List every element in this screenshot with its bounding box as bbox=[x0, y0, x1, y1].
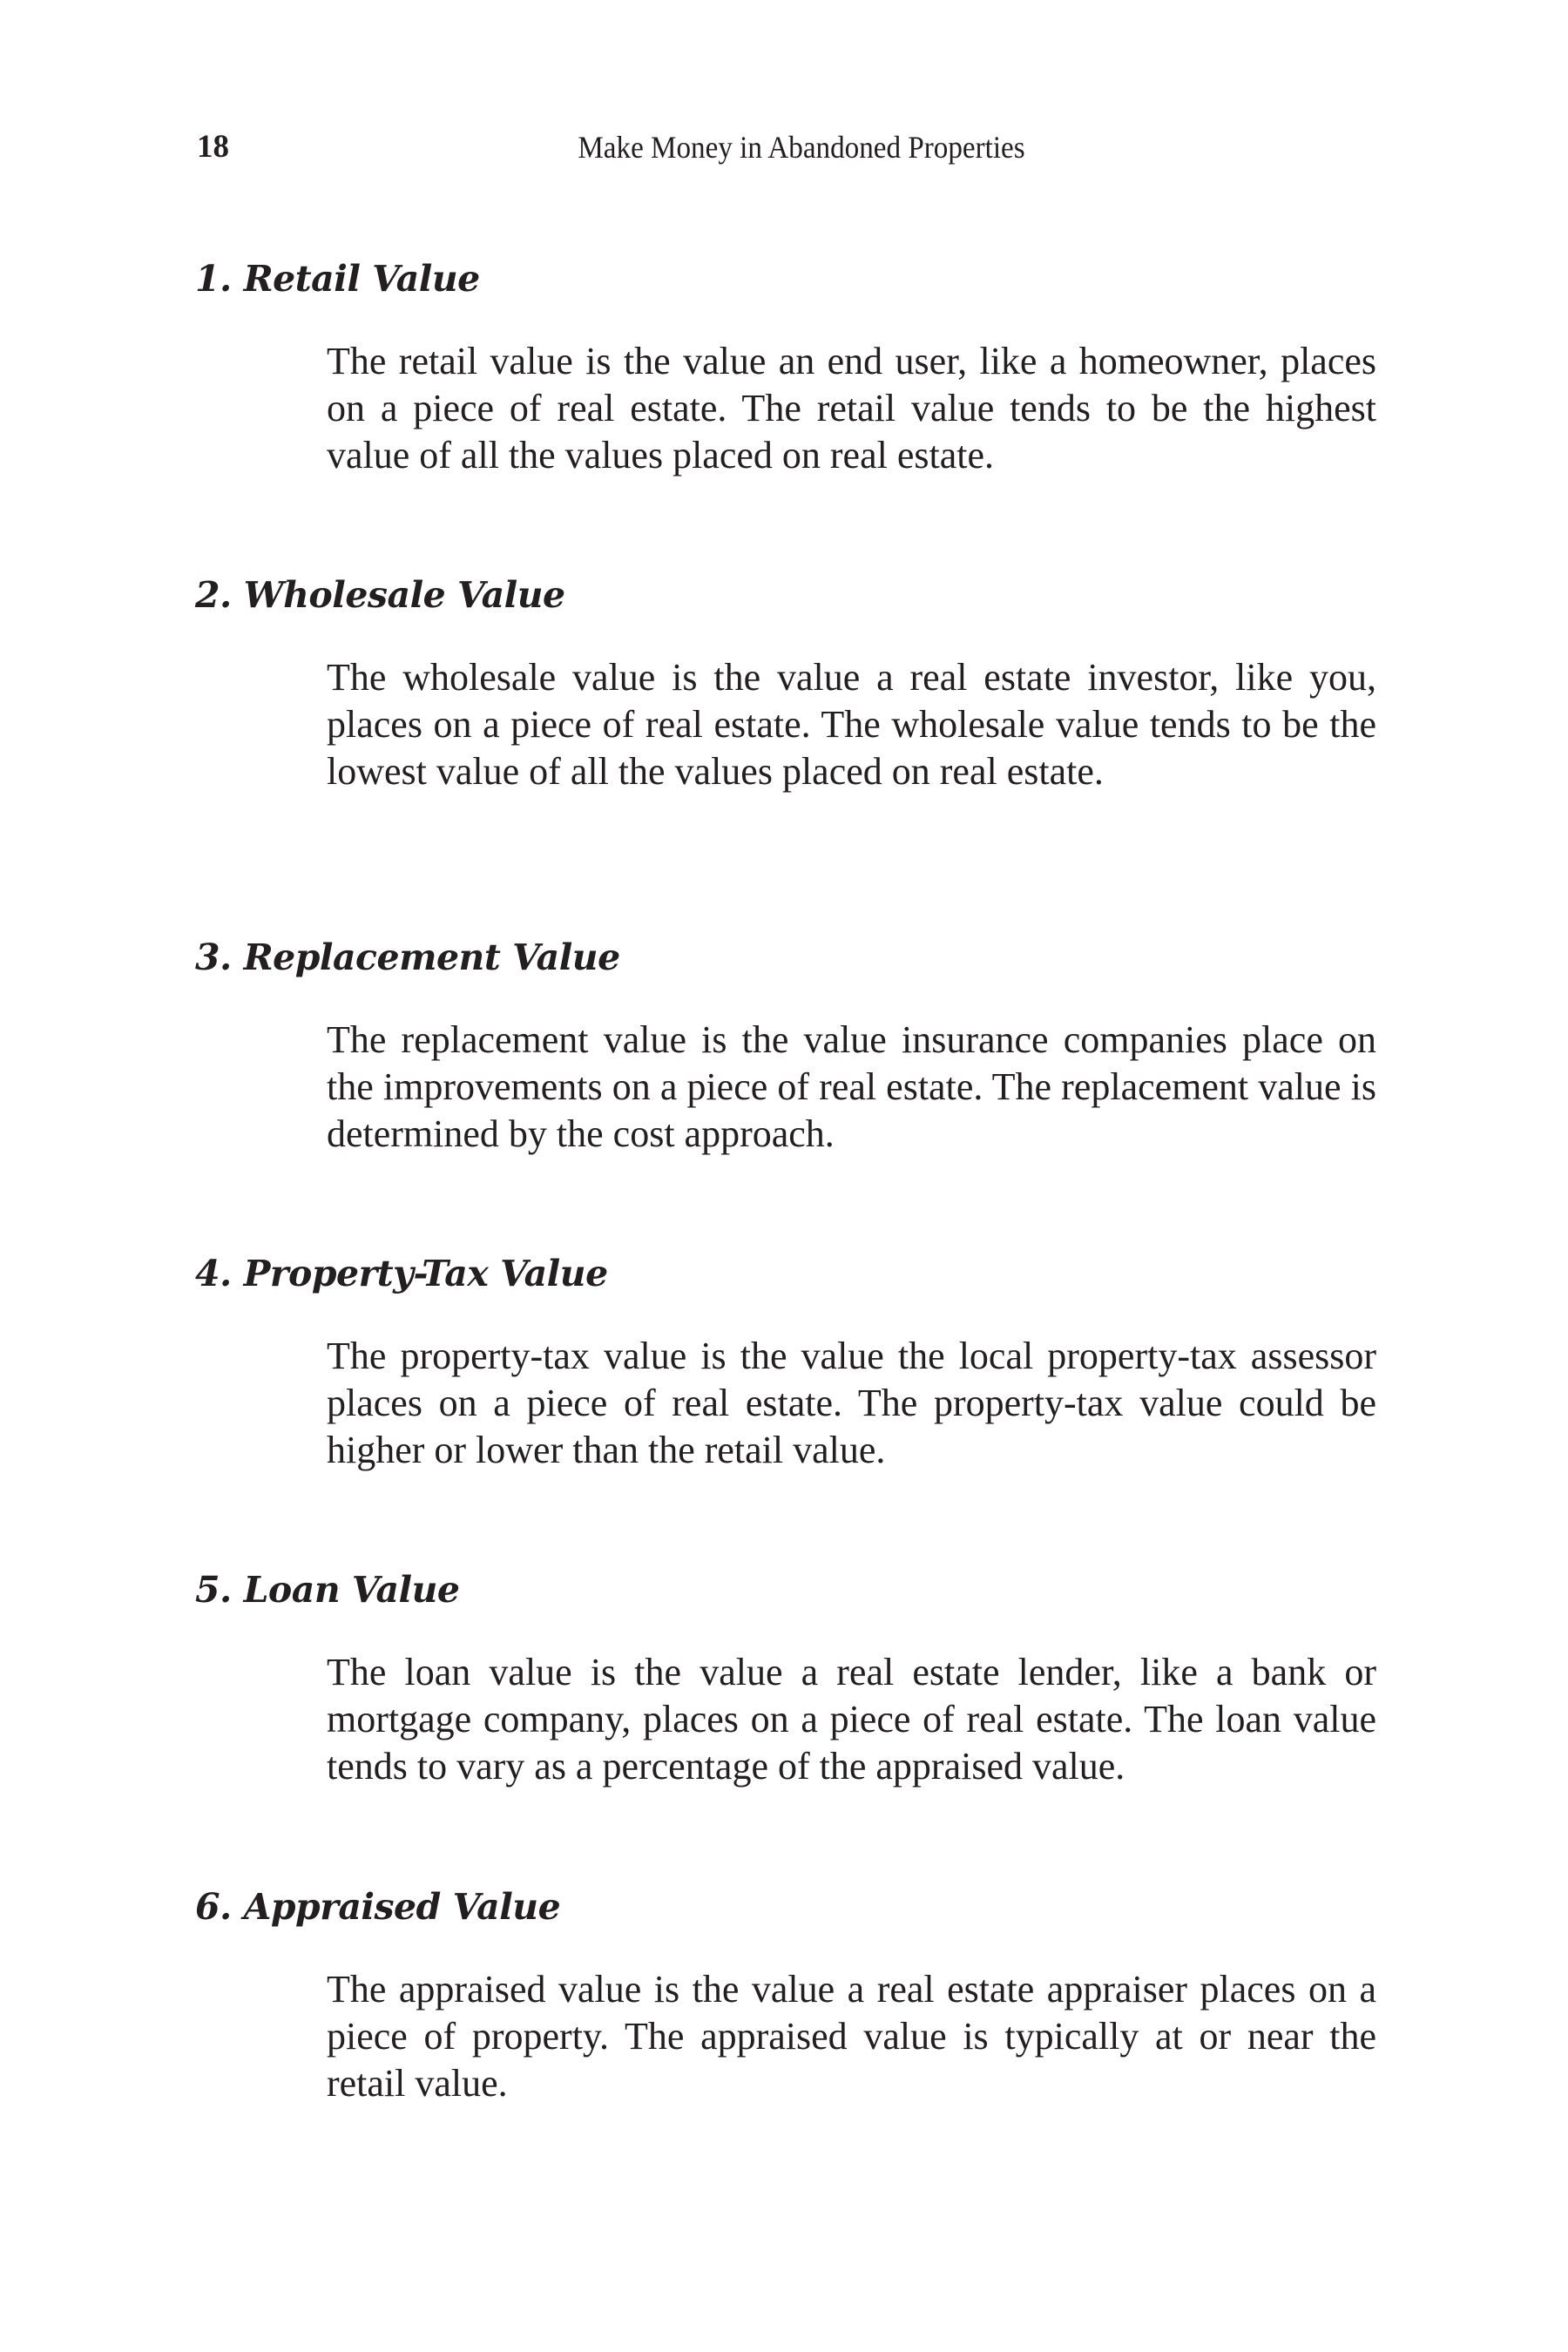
section-body: The property-tax value is the value the local property-tax assessor places on a piece of real estate. The property-tax value could be higher or lower than the retail value. bbox=[327, 1335, 1376, 1471]
book-title: Make Money in Abandoned Properties bbox=[578, 130, 1025, 165]
section-body: The wholesale value is the value a real estate investor, like you, places on a piece of real estate. The wholesale value tends to be the lowest value of all the values placed on real estate. bbox=[327, 656, 1376, 793]
section-heading: 5. Loan Value bbox=[195, 1569, 460, 1611]
running-head bbox=[0, 125, 1568, 169]
section-heading: 6. Appraised Value bbox=[195, 1886, 561, 1928]
section-body: The retail value is the value an end user, like a homeowner, places on a piece of real estate. The retail value tends to be the highest value of all the values placed on real estate. bbox=[327, 340, 1376, 476]
section-heading: 4. Property-Tax Value bbox=[195, 1253, 608, 1294]
section-heading: 1. Retail Value bbox=[195, 258, 480, 300]
section-heading: 3. Replacement Value bbox=[195, 936, 620, 978]
section-body: The loan value is the value a real estate lender, like a bank or mortgage company, places on a piece of real estate. The loan value tends to vary as a percentage of the appraised value. bbox=[327, 1651, 1376, 1788]
section-heading: 2. Wholesale Value bbox=[195, 574, 565, 616]
section-body: The replacement value is the value insurance companies place on the improvements on a piece of real estate. The replacement value is determined by the cost approach. bbox=[327, 1018, 1376, 1155]
section-body: The appraised value is the value a real estate appraiser places on a piece of property. The appraised value is typically at or near the retail value. bbox=[327, 1968, 1376, 2105]
page-number: 18 bbox=[197, 129, 229, 165]
